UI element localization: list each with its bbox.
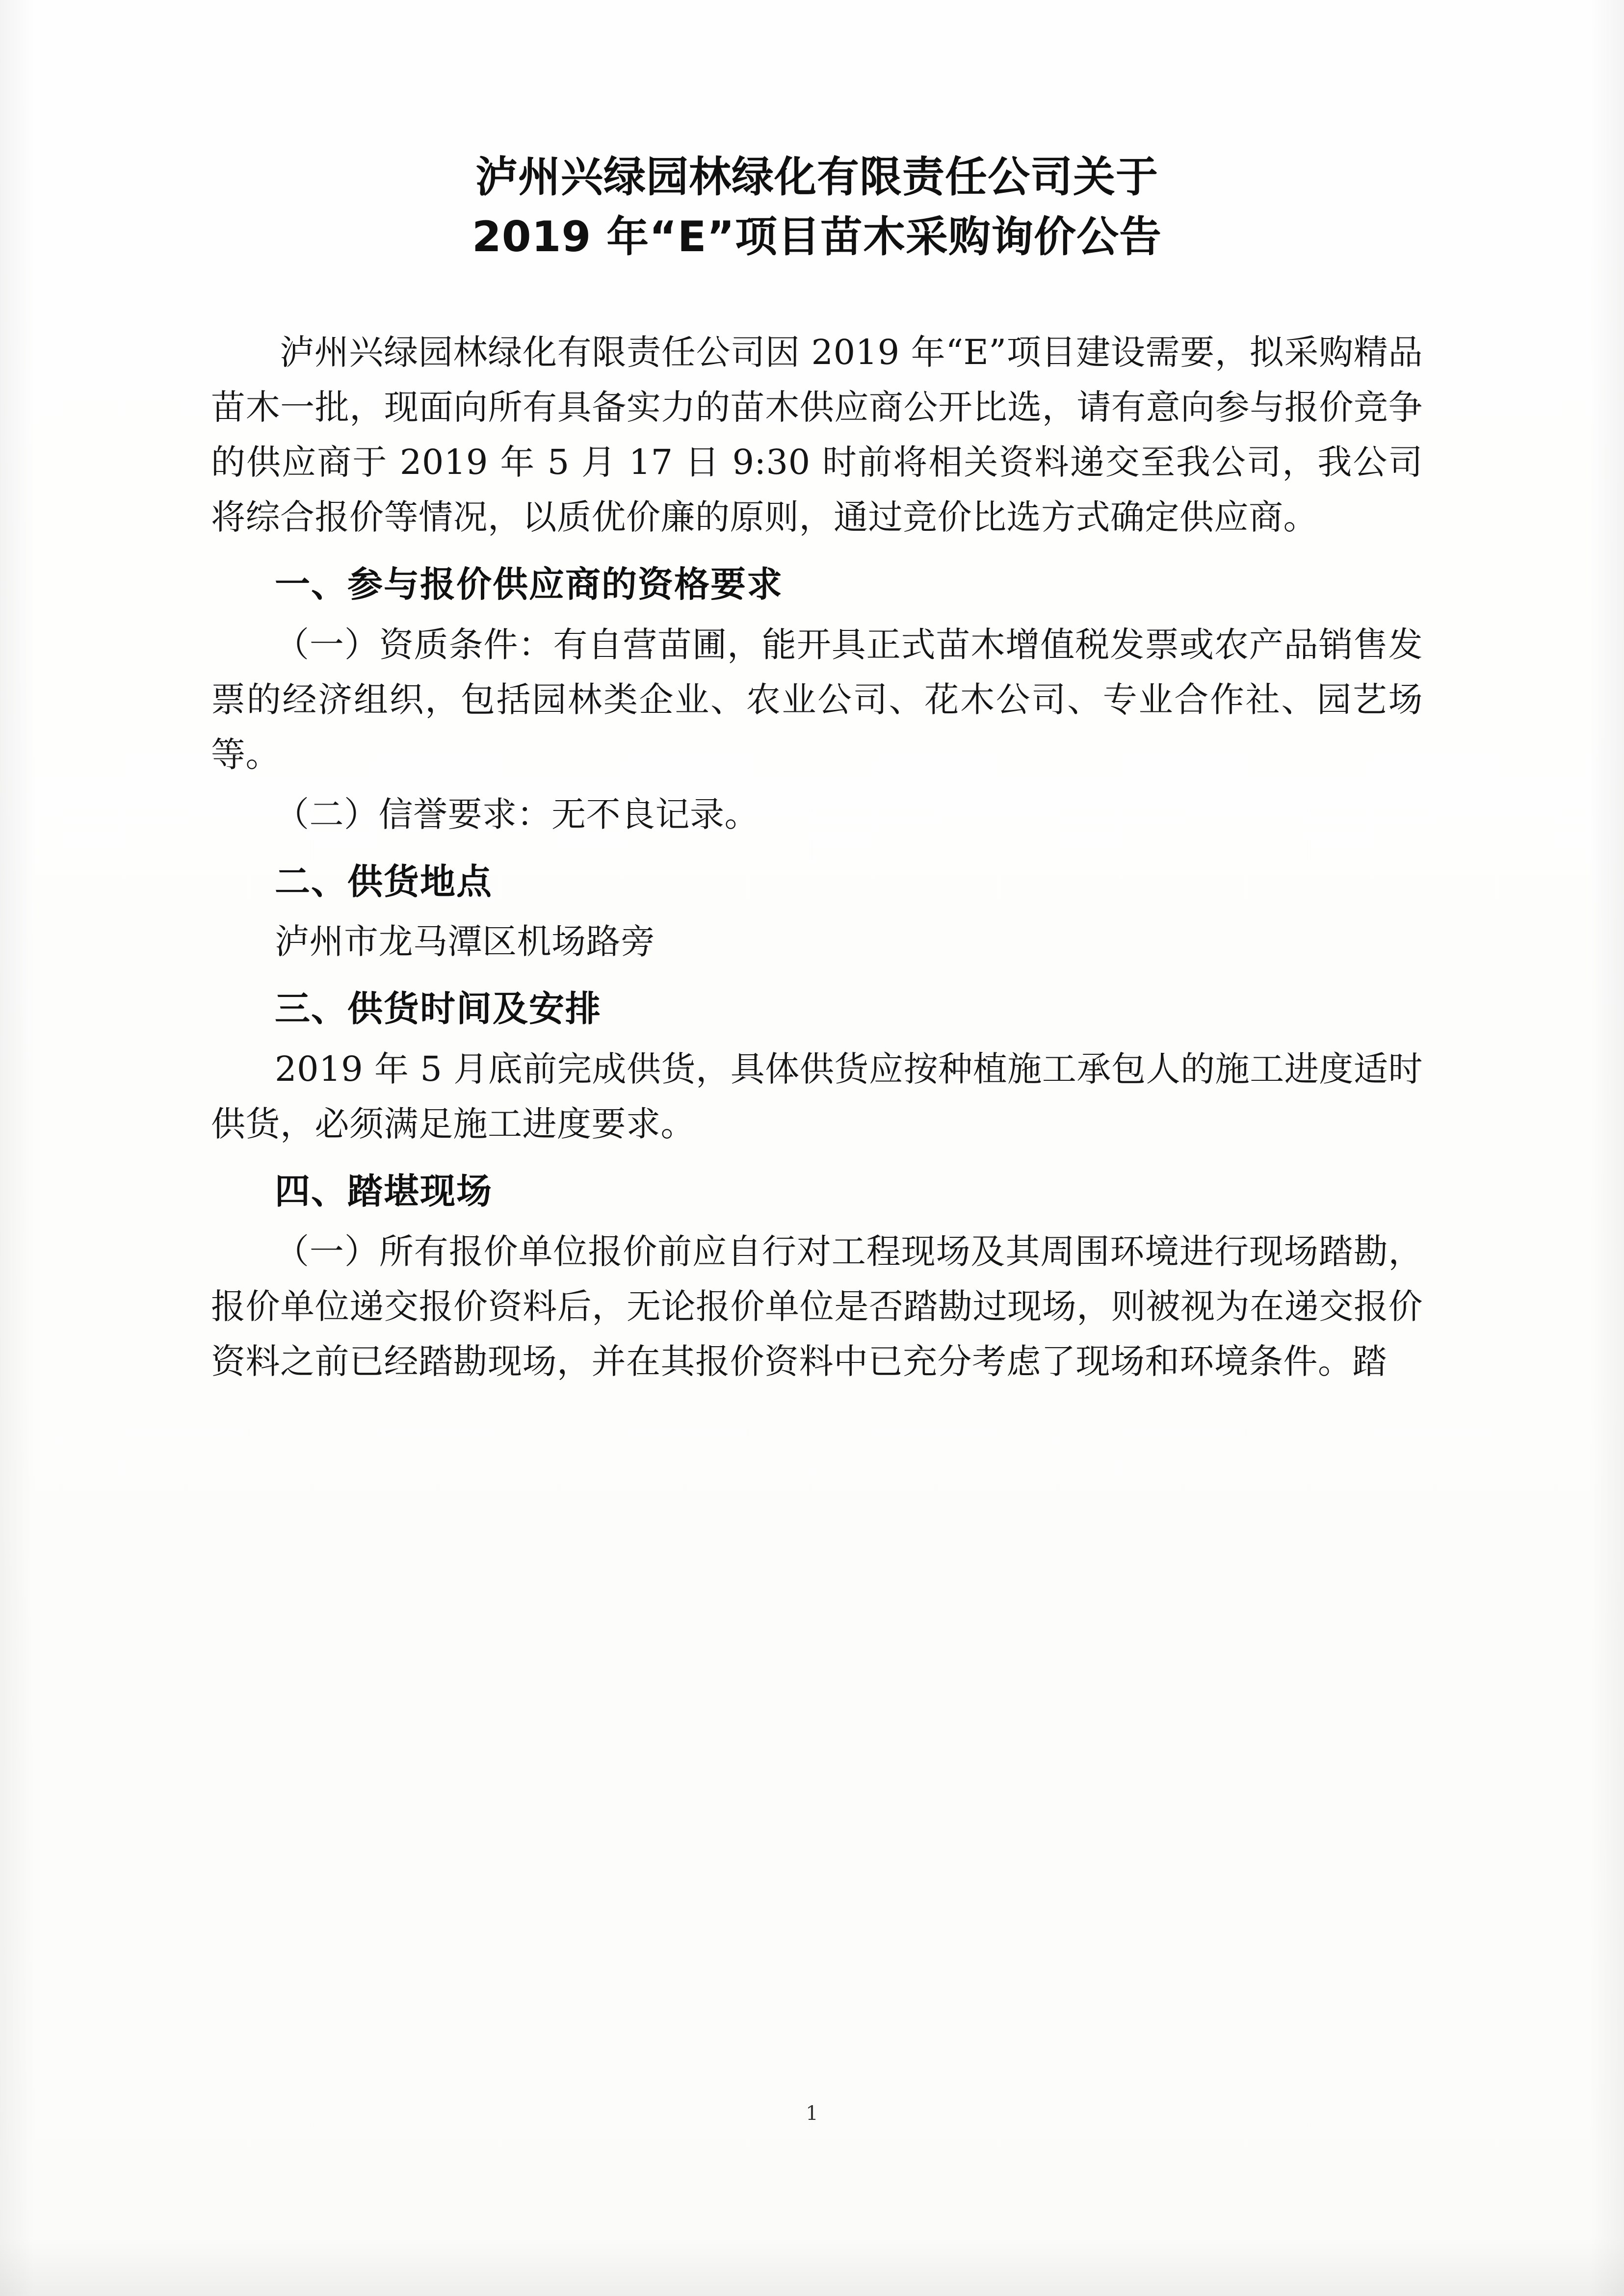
section-heading-4: 四、踏堪现场	[275, 1171, 493, 1212]
section-1-paragraph-2: （二）信誉要求：无不良记录。	[275, 794, 759, 835]
section-heading-3: 三、供货时间及安排	[275, 988, 602, 1030]
document-content	[211, 147, 1423, 1394]
title-line-1: 泸州兴绿园林绿化有限责任公司关于	[475, 153, 1158, 202]
section-4-paragraph-1: （一）所有报价单位报价前应自行对工程现场及其周围环境进行现场踏勘，报价单位递交报价资料后，无论报价单位是否踏勘过现场，则被视为在递交报价资料之前已经踏勘现场，并在其报价资料中已充分考虑了现场和环境条件。踏	[211, 1231, 1423, 1382]
page-number: 1	[806, 2102, 818, 2125]
page-title	[211, 147, 1423, 267]
title-line-2: 2019 年“E”项目苗木采购询价公告	[471, 212, 1162, 262]
intro-paragraph: 泸州兴绿园林绿化有限责任公司因 2019 年“E”项目建设需要，拟采购精品苗木一批，现面向所有具备实力的苗木供应商公开比选，请有意向参与报价竞争的供应商于 2019 年 5 月 17 日 9:30 时前将相关资料递交至我公司，我公司将综合报价等情况，以质优价廉的原则，通过竞价比选方式确定供应商。	[211, 332, 1423, 538]
section-heading-1: 一、参与报价供应商的资格要求	[275, 564, 784, 605]
section-3-paragraph-1: 2019 年 5 月底前完成供货，具体供货应按种植施工承包人的施工进度适时供货，必须满足施工进度要求。	[211, 1049, 1423, 1144]
title-spacer	[211, 267, 1423, 325]
section-1-paragraph-1: （一）资质条件：有自营苗圃，能开具正式苗木增值税发票或农产品销售发票的经济组织，包括园林类企业、农业公司、花木公司、专业合作社、园艺场等。	[211, 624, 1423, 775]
section-2-paragraph-1: 泸州市龙马潭区机场路旁	[275, 921, 655, 962]
section-heading-2: 二、供货地点	[275, 861, 493, 902]
